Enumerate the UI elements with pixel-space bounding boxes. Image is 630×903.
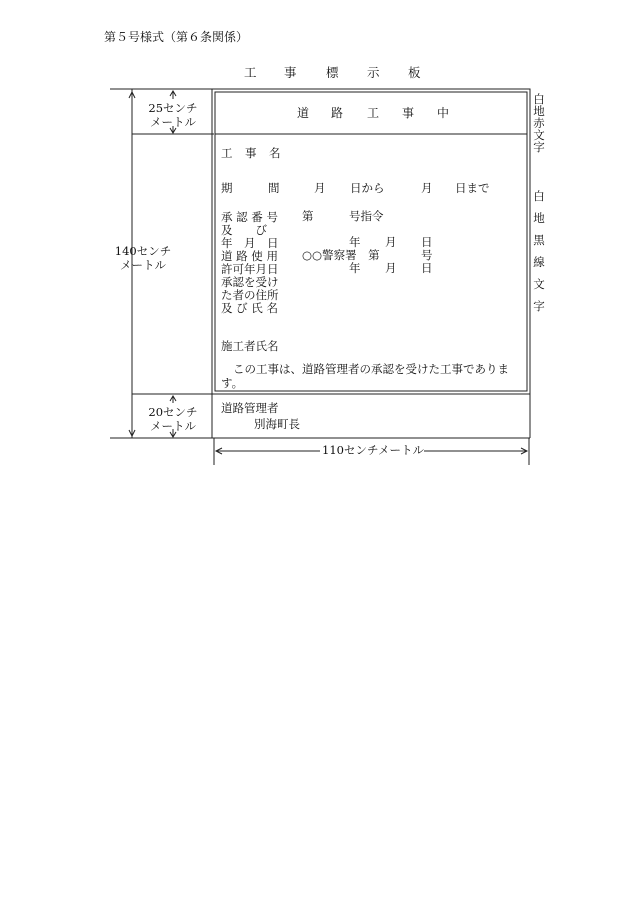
sign-header-char: 工: [367, 106, 380, 120]
permit-month: 月: [385, 261, 397, 275]
sign-title-char: 工: [244, 65, 257, 80]
side-note-bottom: [532, 185, 546, 317]
approval-label-line: 道 路 使 用: [221, 249, 278, 263]
sign-title-char: 事: [284, 65, 297, 80]
sign-header-char: 事: [402, 106, 415, 120]
approval-label-line: た者の住所: [221, 288, 279, 302]
side-note-bottom-char: 字: [533, 299, 545, 313]
manager-label: 道路管理者: [221, 401, 279, 415]
period-from: 日から: [350, 181, 385, 195]
top-height-line1: 25センチ: [148, 101, 198, 115]
construction-name-char: 工: [221, 146, 233, 160]
approval-label-line: 及 び: [221, 223, 267, 237]
permit-day: 日: [421, 261, 433, 275]
manager-name: 別海町長: [254, 417, 300, 431]
sign-title-char: 示: [367, 65, 380, 80]
side-note-bottom-char: 地: [533, 211, 545, 225]
period-label-char: 期: [221, 181, 233, 195]
form-label: 第５号様式（第６条関係）: [104, 30, 249, 44]
side-note-bottom-char: 線: [533, 255, 545, 269]
approval-label-line: 承認を受け: [221, 275, 279, 289]
top-height-label: [146, 101, 200, 130]
total-height-label: [112, 244, 174, 273]
side-note-bottom-char: 黒: [533, 233, 545, 247]
period-month-from: 月: [314, 181, 326, 195]
side-note-top-char: 白: [533, 92, 545, 106]
approval-number-suffix: 号指令: [349, 209, 384, 223]
approval-label-line: 承 認 番 号: [221, 210, 278, 224]
period-label-char: 間: [268, 181, 280, 195]
bottom-height-line2: メートル: [150, 419, 196, 434]
approval-day: 日: [421, 235, 433, 249]
sign-header-char: 路: [331, 106, 344, 120]
approval-month: 月: [385, 235, 397, 249]
police-go: 号: [421, 248, 433, 262]
approval-year: 年: [349, 235, 361, 249]
sign-title-char: 板: [408, 65, 421, 80]
side-note-top: [532, 93, 546, 153]
permit-year: 年: [349, 261, 361, 275]
contractor-label: 施工者氏名: [221, 339, 279, 353]
bottom-height-label: [146, 405, 200, 434]
total-height-line2: メートル: [120, 258, 166, 273]
total-height-line1: 140センチ: [114, 244, 172, 258]
side-note-top-char: 赤: [533, 116, 545, 130]
sign-header-char: 中: [437, 106, 450, 120]
period-month-until: 月: [421, 181, 433, 195]
width-label: 110センチメートル: [322, 443, 424, 457]
side-note-bottom-char: 白: [533, 189, 545, 203]
side-note-top-char: 字: [533, 140, 545, 154]
side-note-top-char: 地: [533, 104, 545, 118]
approval-label-line: 年 月 日: [221, 236, 279, 250]
side-note-bottom-char: 文: [533, 277, 545, 291]
approval-label-line: 許可年月日: [221, 262, 279, 276]
construction-name-char: 名: [269, 146, 281, 160]
side-note-top-char: 文: [533, 128, 545, 142]
sign-title-char: 標: [326, 65, 339, 80]
approval-label-line: 及 び 氏 名: [221, 301, 278, 315]
period-until: 日まで: [455, 181, 490, 195]
police-station: ○○警察署 第: [302, 248, 380, 262]
approval-label: [221, 211, 279, 315]
top-height-line2: メートル: [150, 115, 196, 130]
approval-number-prefix: 第: [302, 209, 314, 223]
construction-name-char: 事: [245, 146, 257, 160]
bottom-height-line1: 20センチ: [148, 405, 198, 419]
sign-header-char: 道: [297, 106, 310, 120]
notice-text: この工事は、道路管理者の承認を受けた工事であります。: [221, 362, 509, 390]
